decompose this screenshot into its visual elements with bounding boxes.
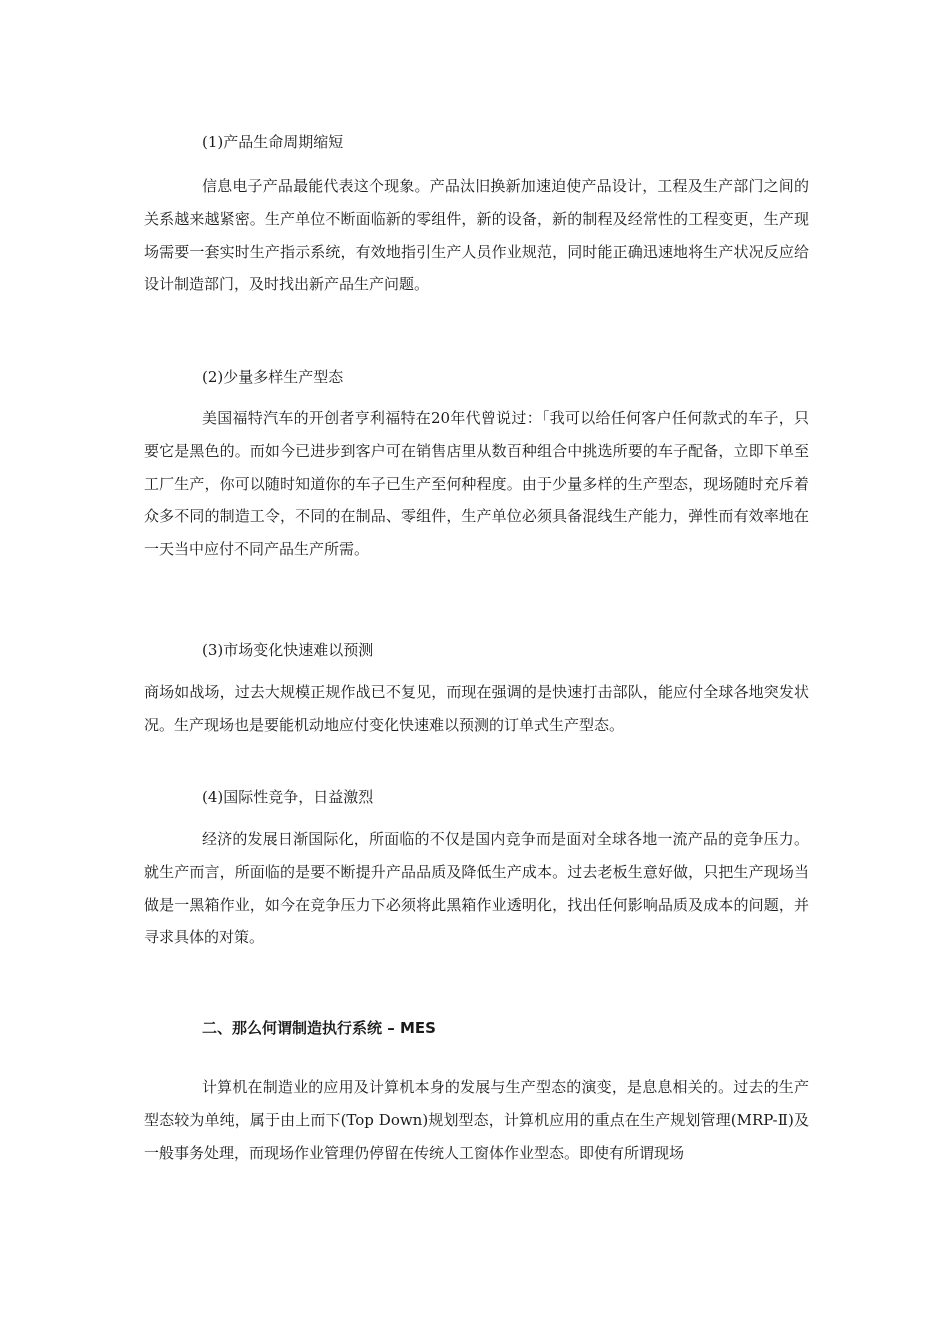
heading-international-competition: (4)国际性竞争，日益激烈 xyxy=(202,788,374,806)
section-title-mes: 二、那么何谓制造执行系统 – MES xyxy=(202,1019,436,1037)
paragraph-product-lifecycle: 信息电子产品最能代表这个现象。产品汰旧换新加速迫使产品设计，工程及生产部门之间的关系越来越紧密。生产单位不断面临新的零组件，新的设备，新的制程及经常性的工程变更，生产现场需要一套实时生产指示系统，有效地指引生产人员作业规范，同时能正确迅速地将生产状况反应给设计制造部门，及时找出新产品生产问题。 xyxy=(144,177,809,294)
paragraph-international-competition: 经济的发展日渐国际化，所面临的不仅是国内竞争而是面对全球各地一流产品的竞争压力。就生产而言，所面临的是要不断提升产品品质及降低生产成本。过去老板生意好做，只把生产现场当做是一黑箱作业，如今在竞争压力下必须将此黑箱作业透明化，找出任何影响品质及成本的问题，并寻求具体的对策。 xyxy=(144,830,809,947)
heading-product-lifecycle: (1)产品生命周期缩短 xyxy=(202,133,344,151)
paragraph-mes-intro: 计算机在制造业的应用及计算机本身的发展与生产型态的演变，是息息相关的。过去的生产型态较为单纯，属于由上而下(Top Down)规划型态，计算机应用的重点在生产规划管理(MRP-Ⅱ)及一般事务处理，而现场作业管理仍停留在传统人工窗体作业型态。即使有所谓现场 xyxy=(144,1078,809,1162)
paragraph-low-volume-high-mix: 美国福特汽车的开创者亨利福特在20年代曾说过：「我可以给任何客户任何款式的车子，只要它是黑色的。而如今已进步到客户可在销售店里从数百种组合中挑选所要的车子配备，立即下单至工厂生产，你可以随时知道你的车子已生产至何种程度。由于少量多样的生产型态，现场随时充斥着众多不同的制造工令，不同的在制品、零组件，生产单位必须具备混线生产能力，弹性而有效率地在一天当中应付不同产品生产所需。 xyxy=(144,409,809,559)
heading-market-change: (3)市场变化快速难以预测 xyxy=(202,641,374,659)
paragraph-market-change: 商场如战场，过去大规模正规作战已不复见，而现在强调的是快速打击部队，能应付全球各地突发状况。生产现场也是要能机动地应付变化快速难以预测的订单式生产型态。 xyxy=(144,683,809,734)
heading-low-volume-high-mix: (2)少量多样生产型态 xyxy=(202,368,344,386)
